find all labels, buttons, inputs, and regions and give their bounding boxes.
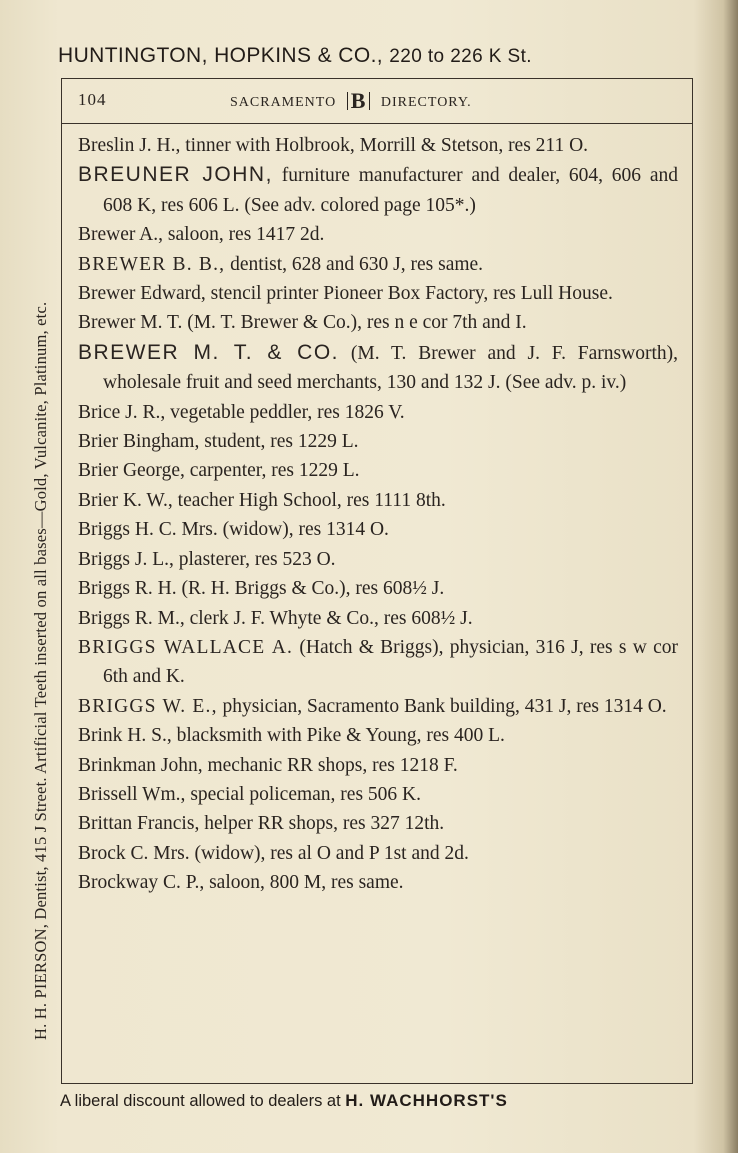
entry-name: Brier K. W., xyxy=(78,489,173,511)
directory-entry xyxy=(78,545,678,574)
directory-entry xyxy=(78,338,678,398)
directory-entry xyxy=(78,279,678,308)
directory-entry xyxy=(78,250,678,279)
entry-name: Brissell Wm., xyxy=(78,783,186,805)
entry-details: tinner with Holbrook, Morrill & Stetson, res 211 O. xyxy=(180,135,589,156)
directory-entry xyxy=(78,692,678,721)
entry-name: Brinkman John, xyxy=(78,754,203,776)
entry-name: Brewer Edward, xyxy=(78,283,206,305)
entry-details: plasterer, res 523 O. xyxy=(173,548,336,570)
directory-entry xyxy=(78,398,678,427)
entry-name: Brockway C. P., xyxy=(78,872,205,894)
directory-entry xyxy=(78,780,678,809)
entry-name: Breslin J. H., xyxy=(78,135,181,156)
page-number: 104 xyxy=(78,90,107,109)
entry-name: BREWER M. T. & CO. xyxy=(78,340,340,364)
entry-details: stencil printer Pioneer Box Factory, res Lull House. xyxy=(205,283,613,305)
entry-details: (widow), res 1314 O. xyxy=(217,519,389,541)
entry-name: BREWER B. B., xyxy=(78,253,226,275)
entry-name: Brier George, xyxy=(78,460,185,482)
entry-details: furniture manufacturer and dealer, 604, 606 and 608 K, res 606 L. (See adv. colored page 105*.) xyxy=(103,165,678,216)
entry-name: Brier Bingham, xyxy=(78,431,200,453)
directory-entry xyxy=(78,721,678,750)
running-head-title xyxy=(230,88,472,113)
entry-details: (M. T. Brewer and J. F. Farnsworth), wholesale fruit and seed merchants, 130 and 132 J. (See adv. p. iv.) xyxy=(103,342,678,394)
entry-details: student, res 1229 L. xyxy=(199,431,359,453)
entry-details: physician, Sacramento Bank building, 431 J, res 1314 O. xyxy=(217,695,667,717)
entry-name: Brice J. R., xyxy=(78,401,166,423)
directory-entry xyxy=(78,868,678,897)
entry-details: vegetable peddler, res 1826 V. xyxy=(165,401,405,423)
side-advertisement: H. H. PIERSON, Dentist, 415 J Street. Artificial Teeth inserted on all bases—Gold, Vulcanite, Platinum, etc. xyxy=(31,301,50,1040)
entry-details: mechanic RR shops, res 1218 F. xyxy=(202,754,458,776)
directory-entry xyxy=(78,574,678,603)
entry-name: BREUNER JOHN, xyxy=(78,163,273,187)
entry-name: Brock C. Mrs. xyxy=(78,842,190,864)
entry-name: Briggs J. L., xyxy=(78,548,174,570)
directory-entry xyxy=(78,308,678,337)
entry-details: (R. H. Briggs & Co.), res 608½ J. xyxy=(176,578,445,600)
running-head-left: SACRAMENTO xyxy=(230,95,337,110)
entry-name: Briggs H. C. Mrs. xyxy=(78,519,218,541)
entry-name: Briggs R. M., xyxy=(78,607,185,629)
directory-entry xyxy=(78,456,678,485)
entry-details: clerk J. F. Whyte & Co., res 608½ J. xyxy=(184,607,473,629)
running-head xyxy=(78,90,690,116)
directory-entry xyxy=(78,427,678,456)
bottom-ad-text: A liberal discount allowed to dealers at xyxy=(60,1092,341,1110)
entry-details: special policeman, res 506 K. xyxy=(185,783,421,805)
directory-entry xyxy=(78,633,678,692)
header-rule xyxy=(62,123,692,124)
entry-details: helper RR shops, res 327 12th. xyxy=(199,813,445,835)
entry-name: Brewer A., xyxy=(78,224,164,246)
top-ad-firm: HUNTINGTON, HOPKINS & CO., xyxy=(58,44,384,67)
entry-details: teacher High School, res 1111 8th. xyxy=(172,489,446,511)
top-advertisement xyxy=(58,44,698,68)
directory-entry xyxy=(78,809,678,838)
directory-entry xyxy=(78,160,678,220)
directory-entries xyxy=(78,131,678,898)
entry-name: Brink H. S., xyxy=(78,725,172,747)
entry-name: BRIGGS W. E., xyxy=(78,695,218,717)
entry-details: saloon, res 1417 2d. xyxy=(163,224,325,246)
bottom-advertisement xyxy=(60,1091,700,1111)
entry-name: Brewer M. T. xyxy=(78,312,183,334)
entry-details: blacksmith with Pike & Young, res 400 L. xyxy=(171,725,505,747)
directory-entry xyxy=(78,839,678,868)
entry-details: dentist, 628 and 630 J, res same. xyxy=(225,253,484,275)
directory-entry xyxy=(78,220,678,249)
directory-entry xyxy=(78,131,678,160)
entry-name: BRIGGS WALLACE A. xyxy=(78,636,294,658)
entry-details: carpenter, res 1229 L. xyxy=(184,460,360,482)
top-ad-address: 220 to 226 K St. xyxy=(389,46,532,67)
section-letter: B xyxy=(347,92,371,110)
entry-details: (M. T. Brewer & Co.), res n e cor 7th and I. xyxy=(182,312,527,334)
entry-name: Brittan Francis, xyxy=(78,813,200,835)
directory-entry xyxy=(78,486,678,515)
entry-details: saloon, 800 M, res same. xyxy=(204,872,404,894)
entry-name: Briggs R. H. xyxy=(78,578,177,600)
entry-details: (widow), res al O and P 1st and 2d. xyxy=(189,842,469,864)
directory-entry xyxy=(78,751,678,780)
bottom-ad-firm: H. WACHHORST'S xyxy=(345,1091,508,1110)
directory-entry xyxy=(78,604,678,633)
running-head-right: DIRECTORY. xyxy=(380,95,472,110)
entry-details: (Hatch & Briggs), physician, 316 J, res s w cor 6th and K. xyxy=(103,636,678,688)
directory-entry xyxy=(78,515,678,544)
